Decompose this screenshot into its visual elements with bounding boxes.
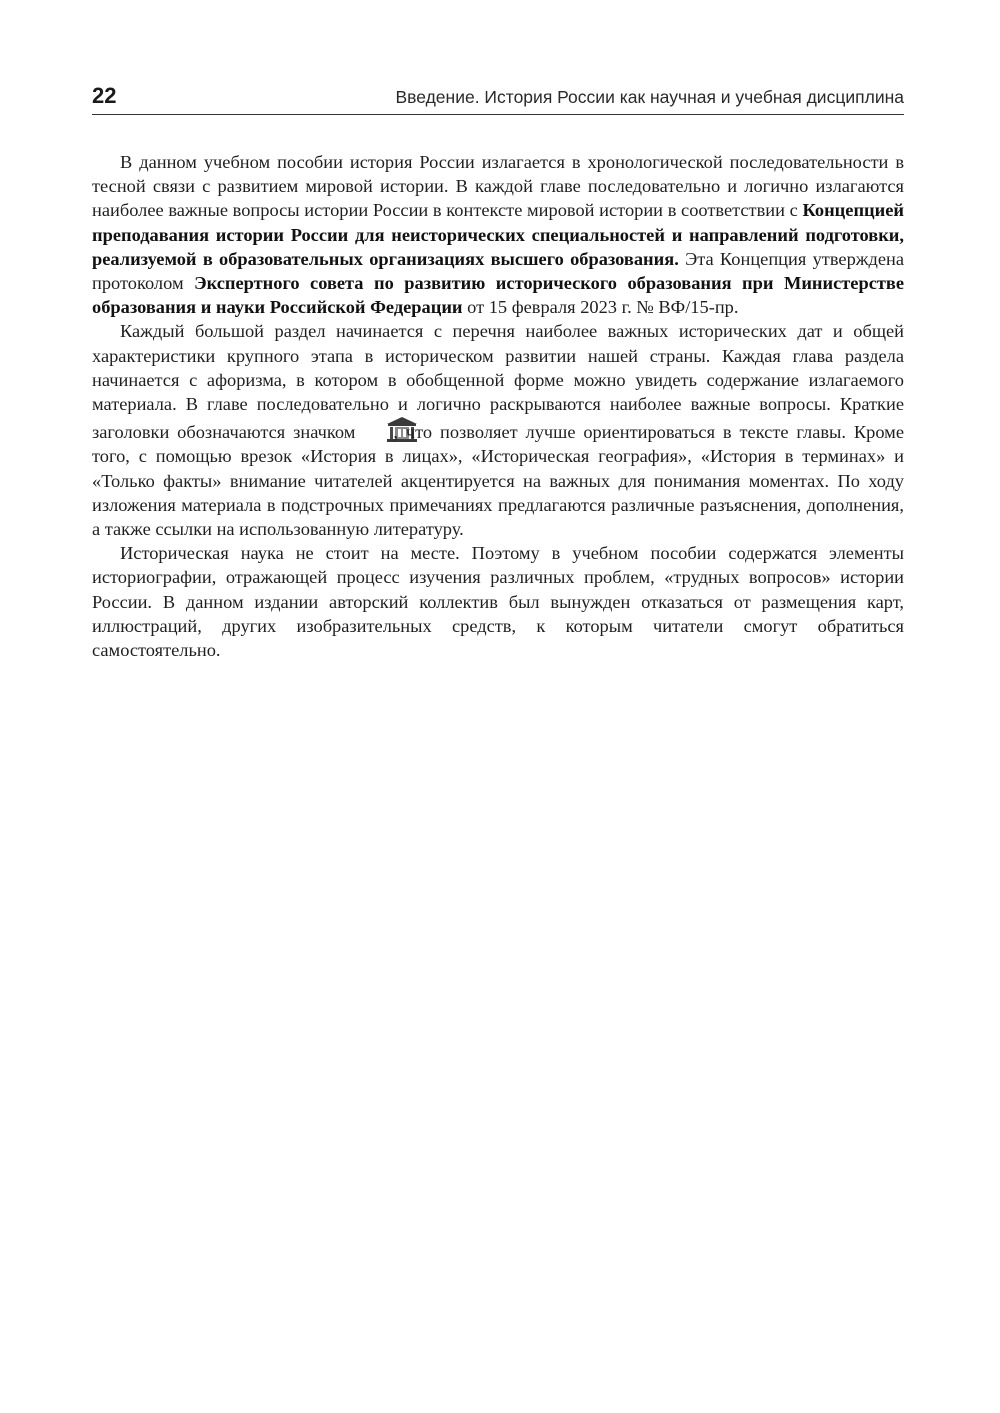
paragraph-1-text-2: Эта Концепция утверждена протоколом [92,248,904,294]
page-number: 22 [92,83,117,108]
museum-building-icon [357,416,391,444]
concept-reference-bold: Концепцией преподавания истории России для неисторических специальностей и направлений подготовки, реализуемой в образовательных организациях высшего образования. [92,200,904,269]
expert-council-bold: Экспертного совета по развитию исторического образования при Министерстве образования и науки Российской Федерации [92,273,904,318]
paragraph-3-text-1: Историческая наука не стоит на месте. Поэтому в учебном пособии содержатся элементы историографии, отражающей процесс изучения различных проблем, «трудных вопросов» истории России. В данном издании авторский коллектив был вынужден отказаться от размещения карт, иллюстраций, других изобразительных средств, к которым читатели смогут обратиться самостоятельно. [92,543,904,661]
paragraph-1 [92,150,904,319]
paragraph-1-text-1: В данном учебном пособии история России излагается в хронологической последовательности в тесной связи с развитием мировой истории. В каждой главе последовательно и логично излагаются наиболее важные вопросы истории России в контексте мировой истории в соответствии с [92,152,904,221]
paragraph-1-text-3: от 15 февраля 2023 г. № ВФ/15-пр. [462,297,739,318]
paragraph-2 [92,319,904,541]
paragraph-2-text-2: , что позволяет лучше ориентироваться в тексте главы. Кроме того, с помощью врезок «История в лицах», «Историческая география», «История в терминах» и «Только факты» внимание читателей акцентируется на важных для понимания моментах. По ходу изложения материала в подстрочных примечаниях предлагаются различные разъяснения, дополнения, а также ссылки на использованную литературу. [92,422,904,540]
paragraph-2-text-1: Каждый большой раздел начинается с перечня наиболее важных исторических дат и общей характеристики крупного этапа в историческом развитии нашей страны. Каждая глава раздела начинается с афоризма, в котором в обобщенной форме можно увидеть содержание излагаемого материала. В главе последовательно и логично раскрываются наиболее важные вопросы. Краткие заголовки обозначаются значком [92,321,904,443]
body-text [92,150,904,662]
running-header [92,82,904,115]
running-header-title: Введение. История России как научная и учебная дисциплина [395,87,904,107]
paragraph-3 [92,541,904,662]
